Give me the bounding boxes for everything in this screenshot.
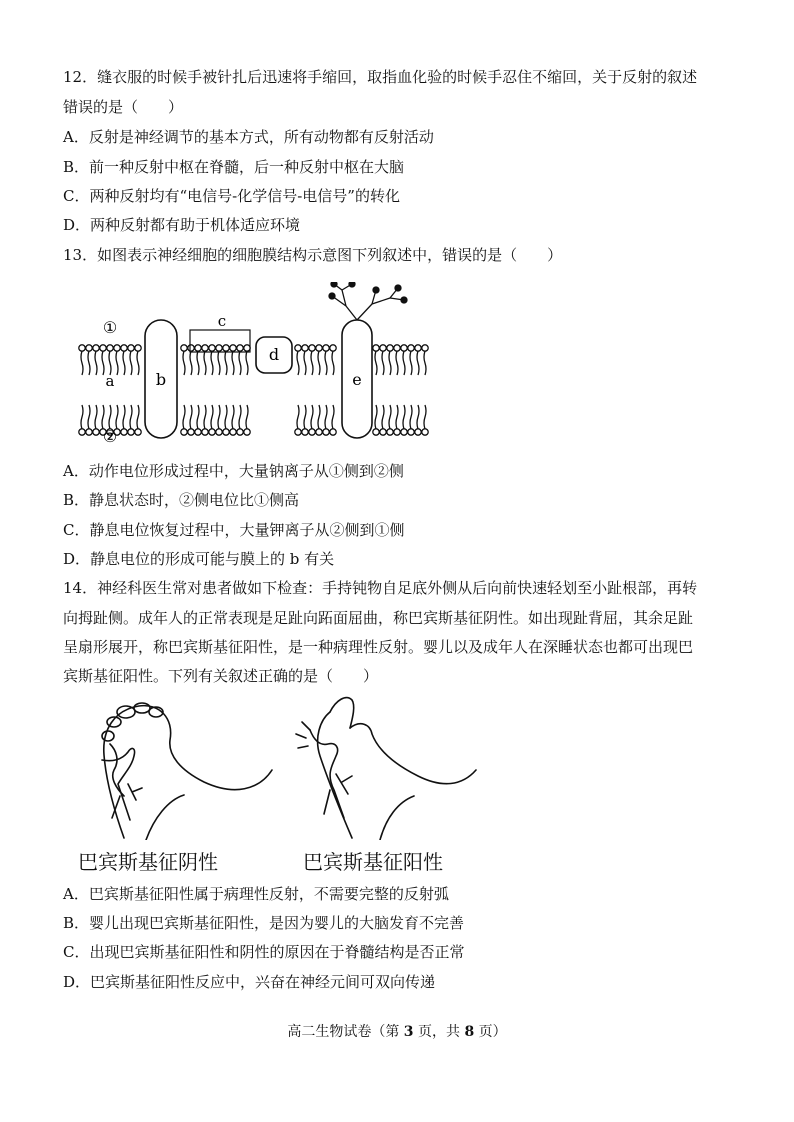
q12-option-a: A．反射是神经调节的基本方式，所有动物都有反射活动 xyxy=(63,128,434,146)
foot-negative-illustration xyxy=(84,700,274,840)
q13-option-c: C．静息电位恢复过程中，大量钾离子从②侧到①侧 xyxy=(63,521,405,539)
q14-stem-line4: 宾斯基征阳性。下列有关叙述正确的是（ ） xyxy=(63,667,379,685)
q12-option-c: C．两种反射均有“电信号-化学信号-电信号”的转化 xyxy=(63,187,400,205)
label-b: b xyxy=(155,370,167,389)
q14-option-c: C．出现巴宾斯基征阳性和阴性的原因在于脊髓结构是否正常 xyxy=(63,943,465,961)
q12-option-d: D．两种反射都有助于机体适应环境 xyxy=(63,216,301,234)
q12-stem-line1: 12．缝衣服的时候手被针扎后迅速将手缩回，取指血化验的时候手忍住不缩回，关于反射的叙述 xyxy=(63,68,698,86)
label-side-2: ② xyxy=(102,427,118,446)
q14-stem-line3: 呈扇形展开，称巴宾斯基征阳性，是一种病理性反射。婴儿以及成年人在深睡状态也都可出现巴 xyxy=(63,638,694,656)
q13-option-a: A．动作电位形成过程中，大量钠离子从①侧到②侧 xyxy=(63,462,404,480)
label-side-1: ① xyxy=(102,318,118,337)
q12-option-b: B．前一种反射中枢在脊髓，后一种反射中枢在大脑 xyxy=(63,158,405,176)
q13-option-b: B．静息状态时，②侧电位比①侧高 xyxy=(63,491,300,509)
q12-stem-line2: 错误的是（ ） xyxy=(63,98,184,116)
q14-option-b: B．婴儿出现巴宾斯基征阳性，是因为婴儿的大脑发育不完善 xyxy=(63,914,465,932)
caption-babinski-positive: 巴宾斯基征阳性 xyxy=(303,850,443,874)
page-footer xyxy=(0,1023,794,1041)
label-e: e xyxy=(352,370,362,389)
caption-babinski-negative: 巴宾斯基征阴性 xyxy=(78,850,218,874)
q14-option-d: D．巴宾斯基征阳性反应中，兴奋在神经元间可双向传递 xyxy=(63,973,436,991)
footer-prefix: 高二生物试卷（第 xyxy=(287,1024,404,1040)
q13-stem: 13．如图表示神经细胞的细胞膜结构示意图下列叙述中，错误的是（ ） xyxy=(63,246,563,264)
q14-option-a: A．巴宾斯基征阳性属于病理性反射，不需要完整的反射弧 xyxy=(63,885,449,903)
footer-suffix: 页） xyxy=(474,1024,507,1040)
q13-option-d: D．静息电位的形成可能与膜上的 b 有关 xyxy=(63,550,335,568)
membrane-diagram xyxy=(76,282,436,452)
footer-page-number: 3 xyxy=(403,1024,414,1040)
label-a: a xyxy=(105,372,115,390)
glycoprotein-chains xyxy=(329,282,407,320)
footer-middle: 页，共 xyxy=(413,1024,465,1040)
label-d: d xyxy=(268,345,280,364)
phospholipid-c-box xyxy=(190,330,250,352)
foot-positive-illustration xyxy=(290,690,480,840)
footer-total-pages: 8 xyxy=(464,1024,475,1040)
q14-stem-line1: 14．神经科医生常对患者做如下检查：手持钝物自足底外侧从后向前快速轻划至小趾根部，再转 xyxy=(63,579,698,597)
label-c: c xyxy=(217,312,227,330)
q14-stem-line2: 向拇趾侧。成年人的正常表现是足趾向跖面屈曲，称巴宾斯基征阴性。如出现趾背屈，其余足趾 xyxy=(63,609,694,627)
